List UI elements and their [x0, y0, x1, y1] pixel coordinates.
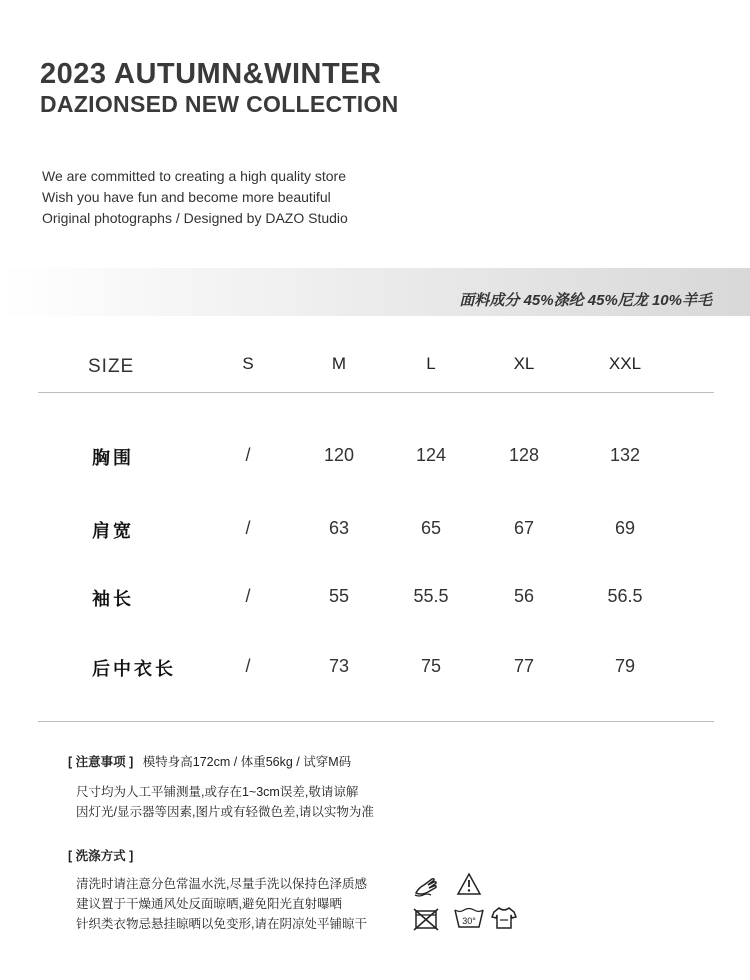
table-cell: 65 — [420, 518, 442, 538]
washing-title — [68, 846, 133, 864]
row-label-chest: 胸围 — [92, 448, 134, 468]
model-info: 模特身高172cm / 体重56kg / 试穿M码 — [142, 755, 352, 769]
size-header-xl: XL — [513, 354, 535, 373]
notes-title: [ 注意事项 ] — [68, 755, 134, 769]
hand-wash-icon — [412, 871, 440, 899]
table-top-divider — [38, 392, 714, 393]
wash-30-icon — [453, 904, 485, 930]
table-cell: 56.5 — [607, 586, 643, 606]
care-line: 建议置于干燥通风处反面晾晒,避免阳光直射曝晒 — [76, 897, 342, 911]
table-cell: 67 — [513, 518, 535, 538]
row-label-sleeve: 袖长 — [92, 589, 134, 609]
table-cell: 55.5 — [413, 586, 449, 606]
care-line: 针织类衣物忌悬挂晾晒以免变形,请在阴凉处平铺晾干 — [76, 917, 367, 931]
size-header-xxl: XXL — [608, 354, 642, 373]
size-header-label: SIZE — [88, 356, 135, 377]
shirt-icon — [490, 905, 518, 931]
table-cell: 124 — [415, 445, 447, 465]
size-header-l: L — [426, 354, 436, 373]
table-cell: / — [245, 518, 251, 538]
washing-title-text: [ 洗涤方式 ] — [68, 849, 134, 863]
row-label-length: 后中衣长 — [92, 659, 176, 679]
table-cell: 128 — [508, 445, 540, 465]
tagline-line: Original photographs / Designed by DAZO Studio — [42, 210, 348, 226]
care-line: 清洗时请注意分色常温水洗,尽量手洗以保持色泽质感 — [76, 877, 367, 891]
table-cell: / — [245, 656, 251, 676]
wash-temp: 30° — [462, 916, 476, 926]
collection-title: 2023 AUTUMN&WINTER — [40, 58, 382, 90]
tagline — [42, 166, 348, 229]
tagline-line: Wish you have fun and become more beautiful — [42, 189, 331, 205]
table-bottom-divider — [38, 721, 714, 722]
notes-line: 尺寸均为人工平铺测量,或存在1~3cm误差,敬请谅解 — [76, 785, 359, 799]
table-cell: 56 — [513, 586, 535, 606]
size-header-s: S — [242, 354, 254, 373]
collection-subtitle: DAZIONSED NEW COLLECTION — [40, 91, 399, 117]
table-cell: 79 — [614, 656, 636, 676]
no-tumble-dry-icon — [412, 906, 440, 932]
size-header-m: M — [331, 354, 347, 373]
table-cell: 77 — [513, 656, 535, 676]
hero-title — [40, 58, 399, 118]
table-cell: 69 — [614, 518, 636, 538]
notes-line: 因灯光/显示器等因素,图片或有轻微色差,请以实物为准 — [76, 805, 374, 819]
table-cell: 73 — [328, 656, 350, 676]
row-label-shoulder: 肩宽 — [92, 521, 134, 541]
notes-header — [68, 752, 351, 770]
table-cell: 75 — [420, 656, 442, 676]
warning-icon — [456, 872, 482, 896]
table-cell: / — [245, 586, 251, 606]
fabric-composition: 面料成分 45%涤纶 45%尼龙 10%羊毛 — [459, 292, 712, 309]
table-cell: / — [245, 445, 251, 465]
table-cell: 120 — [323, 445, 355, 465]
tagline-line: We are committed to creating a high quality store — [42, 168, 347, 184]
table-cell: 132 — [609, 445, 641, 465]
table-cell: 63 — [328, 518, 350, 538]
table-cell: 55 — [328, 586, 350, 606]
